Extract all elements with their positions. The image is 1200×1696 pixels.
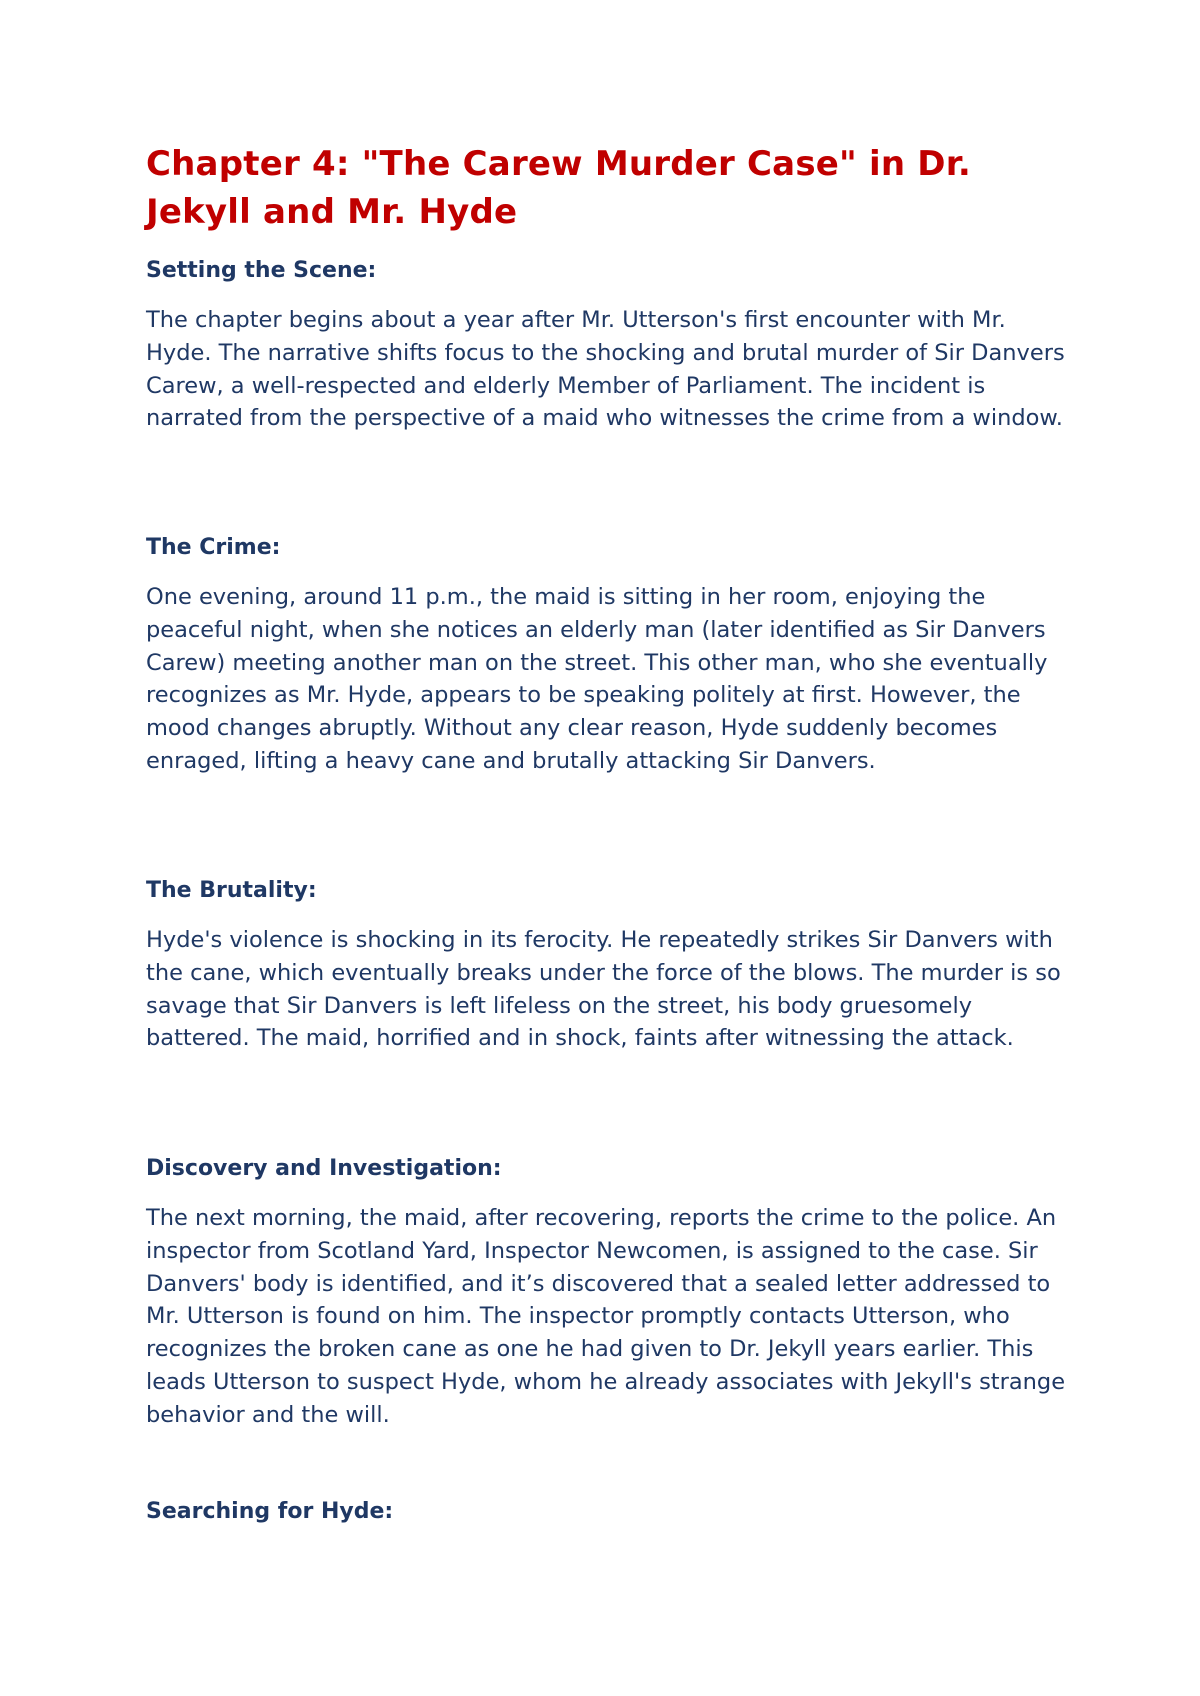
document-page bbox=[146, 140, 1076, 1524]
section-heading: Searching for Hyde: bbox=[146, 1499, 394, 1524]
section-paragraph: The next morning, the maid, after recovering, reports the crime to the police. An inspector from Scotland Yard, Inspector Newcomen, is assigned to the case. Sir Danvers' body is identified, and it’s discovered that a sealed letter addressed to Mr. Utterson is found on him. The inspector promptly contacts Utterson, who recognizes the broken cane as one he had given to Dr. Jekyll years earlier. This leads Utterson to suspect Hyde, whom he already associates with Jekyll's strange behavior and the will. bbox=[146, 1205, 1066, 1428]
section-heading: Discovery and Investigation: bbox=[146, 1156, 502, 1181]
section-the-brutality bbox=[146, 876, 1076, 1055]
document-title: Chapter 4: "The Carew Murder Case" in Dr. Jekyll and Mr. Hyde bbox=[146, 144, 971, 232]
section-the-crime bbox=[146, 533, 1076, 778]
section-paragraph: The chapter begins about a year after Mr. Utterson's first encounter with Mr. Hyde. The narrative shifts focus to the shocking and brutal murder of Sir Danvers Carew, a well-respected and elderly Member of Parliament. The incident is narrated from the perspective of a maid who witnesses the crime from a window. bbox=[146, 307, 1065, 432]
section-setting-the-scene bbox=[146, 256, 1076, 435]
section-heading: The Brutality: bbox=[146, 878, 317, 903]
section-discovery-and-investigation bbox=[146, 1154, 1076, 1432]
section-paragraph: Hyde's violence is shocking in its ferocity. He repeatedly strikes Sir Danvers with the cane, which eventually breaks under the force of the blows. The murder is so savage that Sir Danvers is left lifeless on the street, his body gruesomely battered. The maid, horrified and in shock, faints after witnessing the attack. bbox=[146, 927, 1061, 1052]
section-heading: Setting the Scene: bbox=[146, 258, 377, 283]
section-paragraph: One evening, around 11 p.m., the maid is sitting in her room, enjoying the peaceful night, when she notices an elderly man (later identified as Sir Danvers Carew) meeting another man on the street. This other man, who she eventually recognizes as Mr. Hyde, appears to be speaking politely at first. However, the mood changes abruptly. Without any clear reason, Hyde suddenly becomes enraged, lifting a heavy cane and brutally attacking Sir Danvers. bbox=[146, 584, 1048, 774]
section-searching-for-hyde bbox=[146, 1497, 1076, 1545]
section-heading: The Crime: bbox=[146, 535, 281, 560]
